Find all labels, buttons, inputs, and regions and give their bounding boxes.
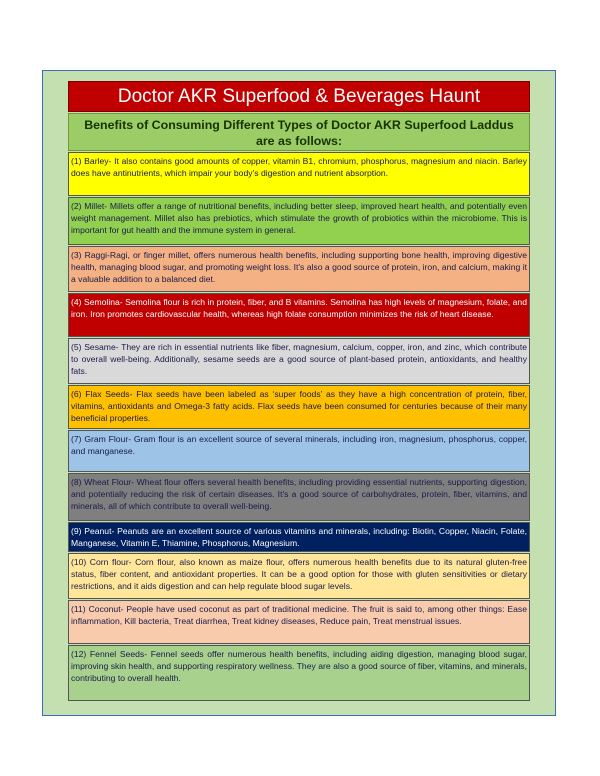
benefit-item-corn-flour: (10) Corn flour- Corn flour, also known as maize flour, offers numerous health benefits due to its natural gluten-free status, fiber content, and antioxidant properties. It can be a good option for those with gluten sensitivities or dietary restrictions, and it aids digestion and can help regulate blood sugar levels.	[68, 553, 530, 599]
benefit-item-gram-flour: (7) Gram Flour- Gram flour is an excellent source of several minerals, including iron, magnesium, phosphorus, copper, and manganese.	[68, 430, 530, 472]
benefit-item-coconut: (11) Coconut- People have used coconut as part of traditional medicine. The fruit is said to, among other things: Ease inflammation, Kill bacteria, Treat diarrhea, Treat kidney diseases, Reduce pain, Treat menstrual issues.	[68, 600, 530, 644]
benefit-item-millet: (2) Millet- Millets offer a range of nutritional benefits, including better sleep, improved heart health, and potentially even weight management. Millet also has prebiotics, which stimulate the growth of probiotics within the microbiome. This is important for gut health and the immune system in general.	[68, 197, 530, 245]
benefit-item-flax-seeds: (6) Flax Seeds- Flax seeds have been labeled as ‘super foods’ as they have a high concentration of protein, fiber, vitamins, antioxidants and Omega-3 fatty acids. Flax seeds have been consumed for centuries because of their many beneficial properties.	[68, 385, 530, 429]
benefit-item-fennel-seeds: (12) Fennel Seeds- Fennel seeds offer numerous health benefits, including aiding digestion, managing blood sugar, improving skin health, and supporting respiratory wellness. They are also a good source of fiber, vitamins, and minerals, contributing to overall health.	[68, 645, 530, 701]
benefit-item-peanut: (9) Peanut- Peanuts are an excellent source of various vitamins and minerals, including: Biotin, Copper, Niacin, Folate, Manganese, Vitamin E, Thiamine, Phosphorus, Magnesium.	[68, 522, 530, 552]
benefit-item-wheat-flour: (8) Wheat Flour- Wheat flour offers several health benefits, including providing essential nutrients, supporting digestion, and potentially reducing the risk of certain diseases. It's a good source of carbohydrates, protein, fiber, vitamins, and minerals, all of which contribute to overall well-being.	[68, 473, 530, 521]
page-title: Doctor AKR Superfood & Beverages Haunt	[68, 81, 530, 112]
benefit-item-sesame: (5) Sesame- They are rich in essential nutrients like fiber, magnesium, calcium, copper, iron, and zinc, which contribute to overall well-being. Additionally, sesame seeds are a good source of plant-based protein, antioxidants, and healthy fats.	[68, 338, 530, 384]
benefit-item-semolina: (4) Semolina- Semolina flour is rich in protein, fiber, and B vitamins. Semolina has high levels of magnesium, folate, and iron. Iron promotes cardiovascular health, whereas high folate consumption minimizes the risk of heart disease.	[68, 293, 530, 337]
page-subtitle: Benefits of Consuming Different Types of Doctor AKR Superfood Laddus are as follows:	[68, 113, 530, 151]
benefit-item-raggi: (3) Raggi-Ragi, or finger millet, offers numerous health benefits, including supporting bone health, improving digestive health, managing blood sugar, and promoting weight loss. It's also a good source of protein, iron, and calcium, making it a valuable addition to a balanced diet.	[68, 246, 530, 292]
benefit-item-barley: (1) Barley- It also contains good amounts of copper, vitamin B1, chromium, phosphorus, magnesium and niacin. Barley does have antinutrients, which impair your body’s digestion and nutrient absorption.	[68, 152, 530, 196]
